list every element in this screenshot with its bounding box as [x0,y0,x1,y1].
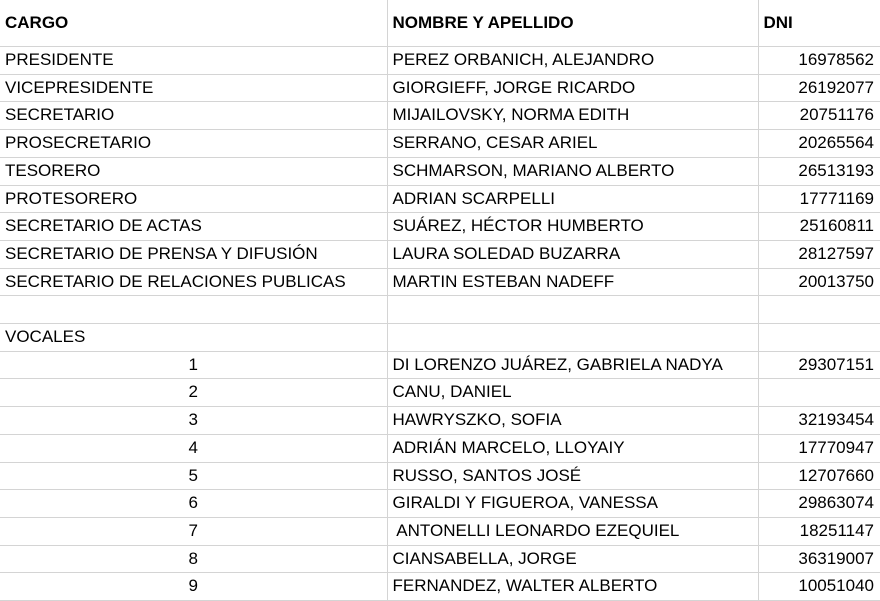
vocal-row [0,407,880,435]
nombre-cell[interactable]: SUÁREZ, HÉCTOR HUMBERTO [387,213,758,241]
dni-cell[interactable] [758,379,880,407]
vocal-row [0,462,880,490]
dni-cell[interactable]: 10051040 [758,573,880,601]
dni-cell[interactable]: 20013750 [758,268,880,296]
officer-row [0,185,880,213]
nombre-cell[interactable]: SERRANO, CESAR ARIEL [387,130,758,158]
dni-cell[interactable]: 29863074 [758,490,880,518]
vocal-row [0,545,880,573]
vocal-number-cell[interactable]: 9 [0,573,387,601]
dni-cell[interactable]: 26192077 [758,74,880,102]
nombre-cell[interactable]: DI LORENZO JUÁREZ, GABRIELA NADYA [387,351,758,379]
vocal-row [0,517,880,545]
dni-cell[interactable]: 28127597 [758,240,880,268]
empty-cell[interactable] [387,296,758,324]
nombre-cell[interactable]: RUSSO, SANTOS JOSÉ [387,462,758,490]
header-cargo[interactable]: CARGO [0,0,387,47]
header-dni[interactable]: DNI [758,0,880,47]
vocal-row [0,351,880,379]
header-nombre[interactable]: NOMBRE Y APELLIDO [387,0,758,47]
cargo-cell[interactable]: SECRETARIO DE RELACIONES PUBLICAS [0,268,387,296]
nombre-cell[interactable]: GIRALDI Y FIGUEROA, VANESSA [387,490,758,518]
dni-cell[interactable]: 20265564 [758,130,880,158]
empty-cell[interactable] [0,296,387,324]
cargo-cell[interactable]: SECRETARIO DE ACTAS [0,213,387,241]
dni-cell[interactable]: 17770947 [758,434,880,462]
officer-row [0,213,880,241]
empty-cell[interactable] [758,296,880,324]
cargo-cell[interactable]: SECRETARIO [0,102,387,130]
empty-cell[interactable] [758,324,880,352]
vocal-row [0,379,880,407]
nombre-cell[interactable]: SCHMARSON, MARIANO ALBERTO [387,157,758,185]
nombre-cell[interactable]: GIORGIEFF, JORGE RICARDO [387,74,758,102]
dni-cell[interactable]: 17771169 [758,185,880,213]
dni-cell[interactable]: 18251147 [758,517,880,545]
cargo-cell[interactable]: PROSECRETARIO [0,130,387,158]
officer-row [0,102,880,130]
nombre-cell[interactable]: MARTIN ESTEBAN NADEFF [387,268,758,296]
nombre-cell[interactable]: LAURA SOLEDAD BUZARRA [387,240,758,268]
officer-row [0,130,880,158]
vocal-number-cell[interactable]: 4 [0,434,387,462]
nombre-cell[interactable]: CANU, DANIEL [387,379,758,407]
dni-cell[interactable]: 32193454 [758,407,880,435]
dni-cell[interactable]: 20751176 [758,102,880,130]
nombre-cell[interactable]: FERNANDEZ, WALTER ALBERTO [387,573,758,601]
nombre-cell[interactable]: PEREZ ORBANICH, ALEJANDRO [387,47,758,75]
nombre-cell[interactable]: MIJAILOVSKY, NORMA EDITH [387,102,758,130]
cargo-cell[interactable]: SECRETARIO DE PRENSA Y DIFUSIÓN [0,240,387,268]
officer-row [0,268,880,296]
vocales-label-row [0,324,880,352]
dni-cell[interactable]: 29307151 [758,351,880,379]
vocal-number-cell[interactable]: 8 [0,545,387,573]
nombre-cell[interactable]: CIANSABELLA, JORGE [387,545,758,573]
cargo-cell[interactable]: TESORERO [0,157,387,185]
officer-row [0,240,880,268]
nombre-cell[interactable]: ANTONELLI LEONARDO EZEQUIEL [387,517,758,545]
nombre-cell[interactable]: HAWRYSZKO, SOFIA [387,407,758,435]
vocal-row [0,434,880,462]
dni-cell[interactable]: 26513193 [758,157,880,185]
vocal-number-cell[interactable]: 7 [0,517,387,545]
nombre-cell[interactable]: ADRIÁN MARCELO, LLOYAIY [387,434,758,462]
vocal-row [0,490,880,518]
vocal-row [0,573,880,601]
dni-cell[interactable]: 12707660 [758,462,880,490]
dni-cell[interactable]: 16978562 [758,47,880,75]
header-row [0,0,880,47]
dni-cell[interactable]: 25160811 [758,213,880,241]
officer-row [0,157,880,185]
cargo-cell[interactable]: PROTESORERO [0,185,387,213]
vocales-label[interactable]: VOCALES [0,324,387,352]
vocal-number-cell[interactable]: 5 [0,462,387,490]
cargo-cell[interactable]: PRESIDENTE [0,47,387,75]
empty-row [0,296,880,324]
vocal-number-cell[interactable]: 3 [0,407,387,435]
officer-row [0,74,880,102]
vocal-number-cell[interactable]: 2 [0,379,387,407]
cargo-cell[interactable]: VICEPRESIDENTE [0,74,387,102]
nombre-cell[interactable]: ADRIAN SCARPELLI [387,185,758,213]
dni-cell[interactable]: 36319007 [758,545,880,573]
empty-cell[interactable] [387,324,758,352]
vocal-number-cell[interactable]: 6 [0,490,387,518]
vocal-number-cell[interactable]: 1 [0,351,387,379]
officer-row [0,47,880,75]
